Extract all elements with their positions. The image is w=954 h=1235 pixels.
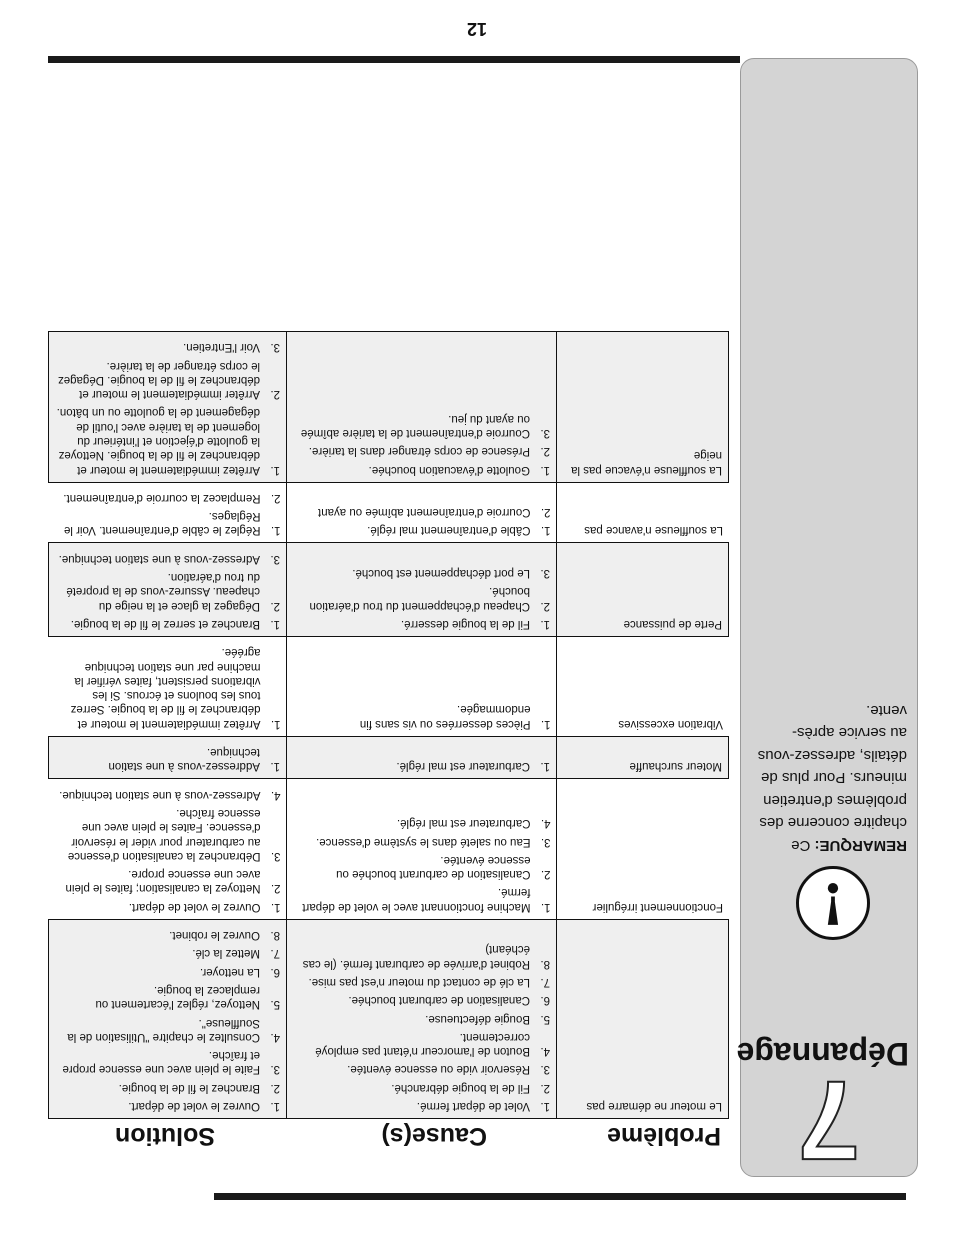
cause-item: 1. Machine fonctionnant avec le volet de départ fermé. (302, 886, 551, 913)
table-row (48, 736, 729, 780)
solution-item: 1. Ouvrez le volet de départ. (128, 900, 281, 913)
table-row (49, 637, 729, 736)
header-causes: Cause(s) (381, 1122, 487, 1151)
problem-cell: La souffleuse n'avance pas (584, 524, 723, 537)
cause-item: 1. Pièces desserrées ou vis sans fin endommagée. (359, 703, 551, 730)
causes-cell (287, 919, 557, 1118)
table-body (49, 331, 729, 1119)
cause-item: 7. La clé de contact du moteur n'est pas mise. (308, 975, 550, 988)
solution-item: 1. Branchez et serrez le fil de la bougie. (70, 617, 280, 630)
cause-item: 1. Fil de la bougie desserré. (400, 617, 550, 630)
cause-item: 1. Goulotte d'évacuation bouchée. (368, 463, 550, 476)
problem-cell: La souffleuse n'évacue pas la neige (557, 331, 729, 482)
solution-item: 4. Adressez-vous à une station technique. (59, 788, 281, 801)
chapter-number: 7 (797, 1058, 861, 1183)
solutions-cell (49, 543, 287, 636)
causes-cell (287, 543, 557, 636)
causes-cell (287, 736, 557, 779)
causes-cell (287, 779, 557, 918)
troubleshooting-table (49, 331, 729, 1153)
header-problem: Problème (607, 1122, 721, 1151)
exclamation-icon: ! (796, 866, 870, 940)
solution-item: 5. Nettoyez, réglez l'écartement ou remplacez la bougie. (95, 983, 280, 1011)
problem-cell: Perte de puissance (557, 543, 729, 636)
solution-item: 1. Arrêtez immédiatement le moteur et débranchez le fil de la bougie. Serrez tous les boulons et écrous. Si les vibrations persistent, faites vérifier la machine par une station technique agréée. (70, 646, 281, 730)
table-header (49, 1119, 729, 1153)
table-row (48, 543, 729, 637)
solution-item: 6. La nettoyer. (199, 965, 280, 978)
solutions-cell (49, 779, 287, 918)
chapter-title: Dépannage (736, 1036, 909, 1072)
solutions-cell (49, 637, 287, 736)
solution-item: 3. Voir l'Entretien. (183, 341, 280, 354)
solution-item: 2. Nettoyez la canalisation; faites le plein avec une essence propre. (65, 868, 281, 895)
cause-item: 2. Fil de la bougie débranché. (391, 1081, 550, 1094)
cause-item: 8. Robinet d'arrivée de carburant fermé. (le cas échéant) (302, 943, 550, 970)
solution-item: 1. Arrêtez immédiatement le moteur et débranchez le fil de la bougie. Nettoyez la goulotte d'éjection et l'intérieur du logement de la tarière avec l'outil de dégagement de la goulotte ou un bâton. (56, 406, 280, 476)
solution-item: 1. Addressez-vous à une station technique. (108, 746, 280, 773)
causes-cell (287, 483, 557, 543)
page-number: 12 (466, 19, 488, 39)
cause-item: 1. Câble d'entraînement mal réglé. (367, 524, 551, 537)
top-rule (214, 1193, 906, 1200)
table-row (49, 483, 729, 543)
cause-item: 2. Courroie d'entraînement abîmée ou ayant (317, 506, 551, 519)
solution-item: 4. Consultez le chapitre "Utilisation de la Souffleuse". (67, 1016, 280, 1043)
solution-item: 1. Réglez le câble d'entraînement. Voir le Réglages. (63, 510, 281, 537)
note-text (757, 699, 907, 857)
solution-item: 8. Ouvrez le robinet. (169, 929, 280, 942)
table-row (48, 331, 729, 483)
solutions-cell (49, 483, 287, 543)
causes-cell (287, 637, 557, 736)
problem-cell: Fonctionnement irrégulier (592, 900, 723, 913)
cause-item: 2. Chapeau d'échappement du trou d'aération bouché. (309, 585, 550, 612)
cause-item: 3. Courroie d'entraînement de la tarière abîmée ou ayant du jeu. (300, 412, 550, 440)
causes-cell (287, 331, 557, 482)
solution-item: 7. Mettez la clé. (192, 947, 280, 960)
solutions-cell (49, 919, 287, 1118)
solution-item: 2. Remplacez la courroie d'entraînement. (63, 491, 281, 504)
cause-item: 4. Carburateur est mal réglé. (396, 817, 551, 830)
cause-item: 3. Eau ou saleté dans le système d'essence. (316, 835, 551, 848)
solution-item: 1. Ouvrez le volet de départ. (128, 1100, 280, 1112)
cause-item: 6. Canalisation de carburant bouchée. (348, 994, 550, 1007)
problem-cell: Moteur surchauffe (557, 736, 729, 779)
chapter-sidebar (736, 58, 918, 1183)
cause-item: 5. Bougie défectueuse. (425, 1012, 550, 1025)
solution-item: 2. Branchez le fil de la bougie. (118, 1081, 280, 1094)
solution-item: 2. Arrêter immédiatement le moteur et débranchez le fil de la bougie. Dégagez le corps étranger de la tarière. (57, 359, 280, 401)
solution-item: 3. Débranchez la canalisation d'essence au carburateur pour vider le réservoir d'essence. Faites le plein avec une essence fraîche. (67, 806, 281, 862)
cause-item: 3. Le port déchappement est bouché. (352, 567, 550, 580)
note-body: Ce chapitre concerne des problèmes d'entretien mineurs. Pour plus de détails, adressez-vous au service après-vente. (757, 702, 907, 854)
cause-item: 2. Présence de corps étranger dans la tarière. (308, 445, 550, 458)
cause-item: 3. Réservoir vide ou essence éventée. (347, 1063, 550, 1076)
cause-item: 1. Volet de départ fermé. (416, 1100, 550, 1112)
table-row (48, 919, 729, 1119)
cause-item: 4. Bouton de l'amorceur n'étant pas employé correctement. (315, 1030, 550, 1058)
solution-item: 3. Adressez-vous à une station technique. (58, 552, 280, 565)
bottom-rule (48, 56, 740, 63)
note-label: REMARQUE: (814, 837, 907, 854)
solutions-cell (49, 736, 287, 779)
header-solution: Solution (115, 1122, 215, 1151)
problem-cell: Le moteur ne démarre pas (557, 919, 729, 1118)
problem-cell: Vibration excessives (618, 717, 723, 730)
cause-item: 2. Canalisation de carburant bouchée ou essence éventée. (336, 853, 551, 881)
cause-item: 1. Carburateur est mal réglé. (396, 760, 550, 773)
solutions-cell (49, 331, 287, 482)
solution-item: 2. Dégagez la glace et la neige du chapeau. Assurez-vous de la propreté du trou d'aération. (66, 571, 280, 612)
table-row (49, 779, 729, 918)
solution-item: 3. Faite le plein avec une essence propre et fraîche. (62, 1049, 280, 1076)
